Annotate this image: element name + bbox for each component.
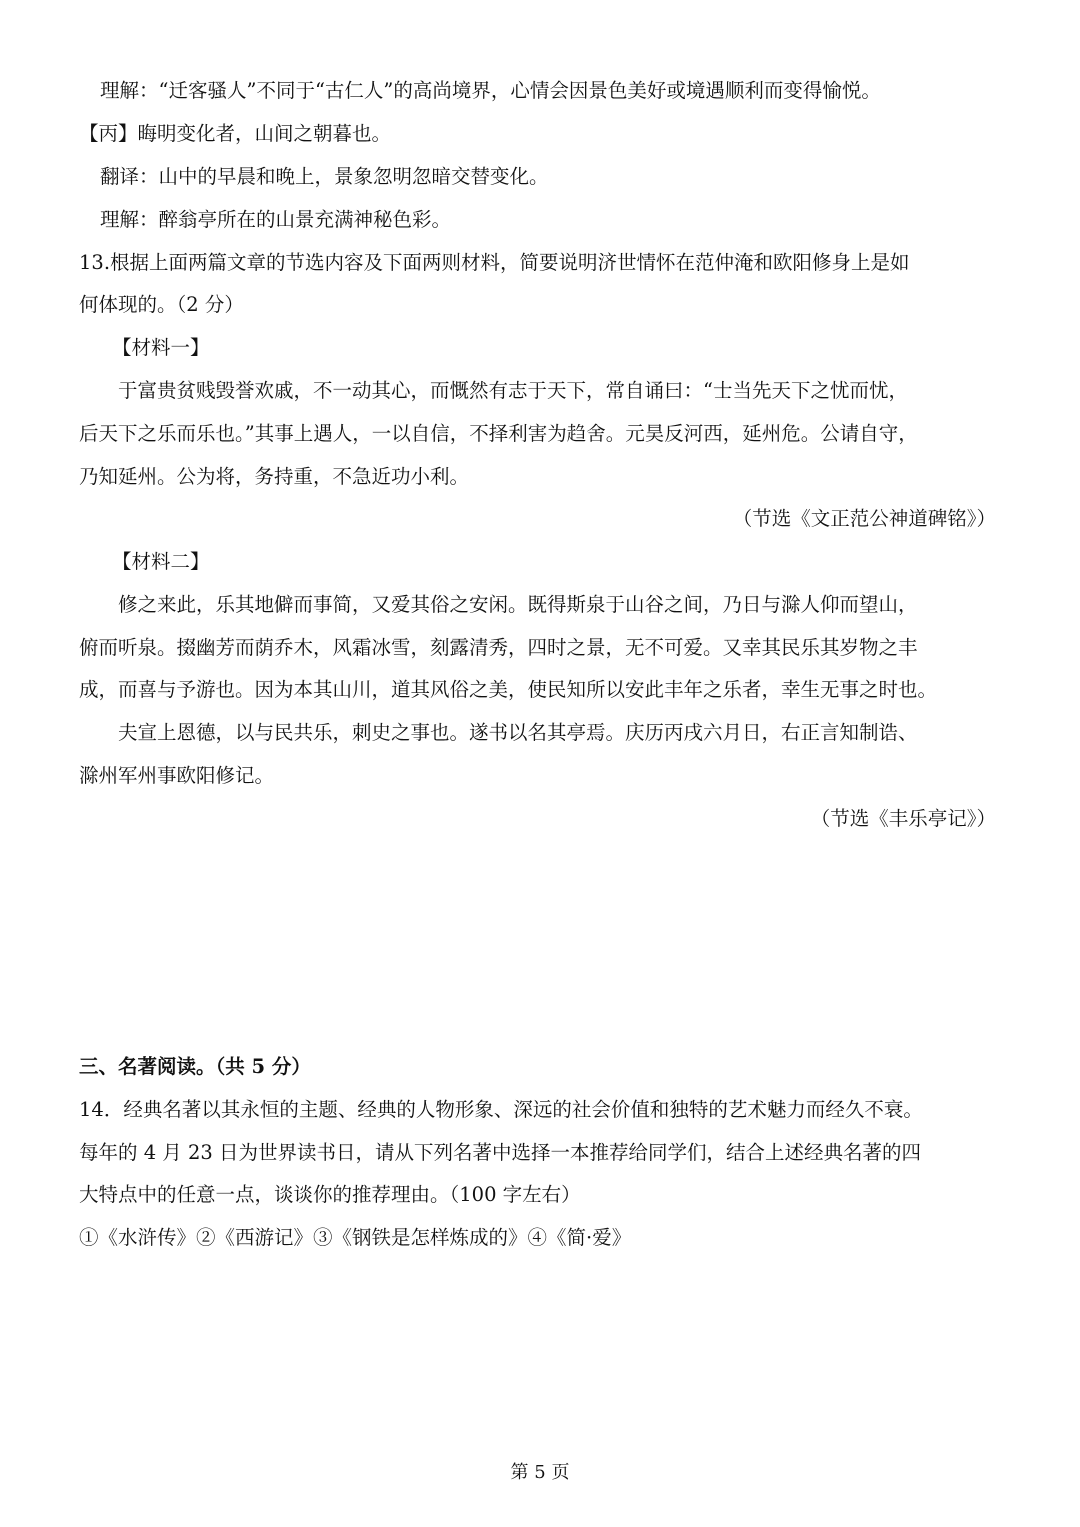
text-line: 【丙】晦明变化者，山间之朝暮也。	[79, 122, 392, 145]
text-line: 后天下之乐而乐也。”其事上遇人，一以自信，不择利害为趋舍。元昊反河西，延州危。公请自守，	[79, 422, 918, 445]
text-line: 大特点中的任意一点，谈谈你的推荐理由。（100 字左右）	[79, 1183, 581, 1206]
text-line: 修之来此，乐其地僻而事简，又爱其俗之安闲。既得斯泉于山谷之间，乃日与滁人仰而望山，	[118, 593, 918, 616]
page-number: 第 5 页	[510, 1462, 570, 1483]
source-note: （节选《丰乐亭记》）	[810, 807, 996, 830]
text-line: 于富贵贫贱毁誉欢戚，不一动其心，而慨然有志于天下，常自诵曰：“士当先天下之忧而忧，	[118, 379, 908, 402]
text-line: 滁州军州事欧阳修记。	[79, 764, 275, 787]
text-line: 理解：醉翁亭所在的山景充满神秘色彩。	[100, 208, 452, 231]
text-line: 成，而喜与予游也。因为本其山川，道其风俗之美，使民知所以安此丰年之乐者，幸生无事之时也。	[79, 678, 938, 701]
book-options: ①《水浒传》②《西游记》③《钢铁是怎样炼成的》④《简·爱》	[79, 1226, 632, 1249]
text-line: 乃知延州。公为将，务持重，不急近功小利。	[79, 465, 470, 488]
text-line: 俯而听泉。掇幽芳而荫乔木，风霜冰雪，刻露清秀，四时之景，无不可爱。又幸其民乐其岁物之丰	[79, 636, 918, 659]
text-line: 夫宣上恩德，以与民共乐，刺史之事也。遂书以名其亭焉。庆历丙戌六月日，右正言知制诰、	[118, 721, 918, 744]
text-line: 理解：“迁客骚人”不同于“古仁人”的高尚境界，心情会因景色美好或境遇顺利而变得愉悦。	[100, 79, 881, 102]
text-line: 每年的 4 月 23 日为世界读书日，请从下列名著中选择一本推荐给同学们，结合上述经典名著的四	[79, 1141, 922, 1164]
question-13: 13.根据上面两篇文章的节选内容及下面两则材料，简要说明济世情怀在范仲淹和欧阳修身上是如	[79, 251, 910, 274]
section-heading: 三、名著阅读。（共 5 分）	[79, 1055, 311, 1078]
source-note: （节选《文正范公神道碑铭》）	[732, 507, 996, 530]
text-line: 何体现的。（2 分）	[79, 293, 244, 316]
material-heading: 【材料二】	[112, 550, 210, 573]
material-heading: 【材料一】	[112, 336, 210, 359]
question-14: 14．经典名著以其永恒的主题、经典的人物形象、深远的社会价值和独特的艺术魅力而经久不衰。	[79, 1098, 923, 1121]
text-line: 翻译：山中的早晨和晚上，景象忽明忽暗交替变化。	[100, 165, 549, 188]
